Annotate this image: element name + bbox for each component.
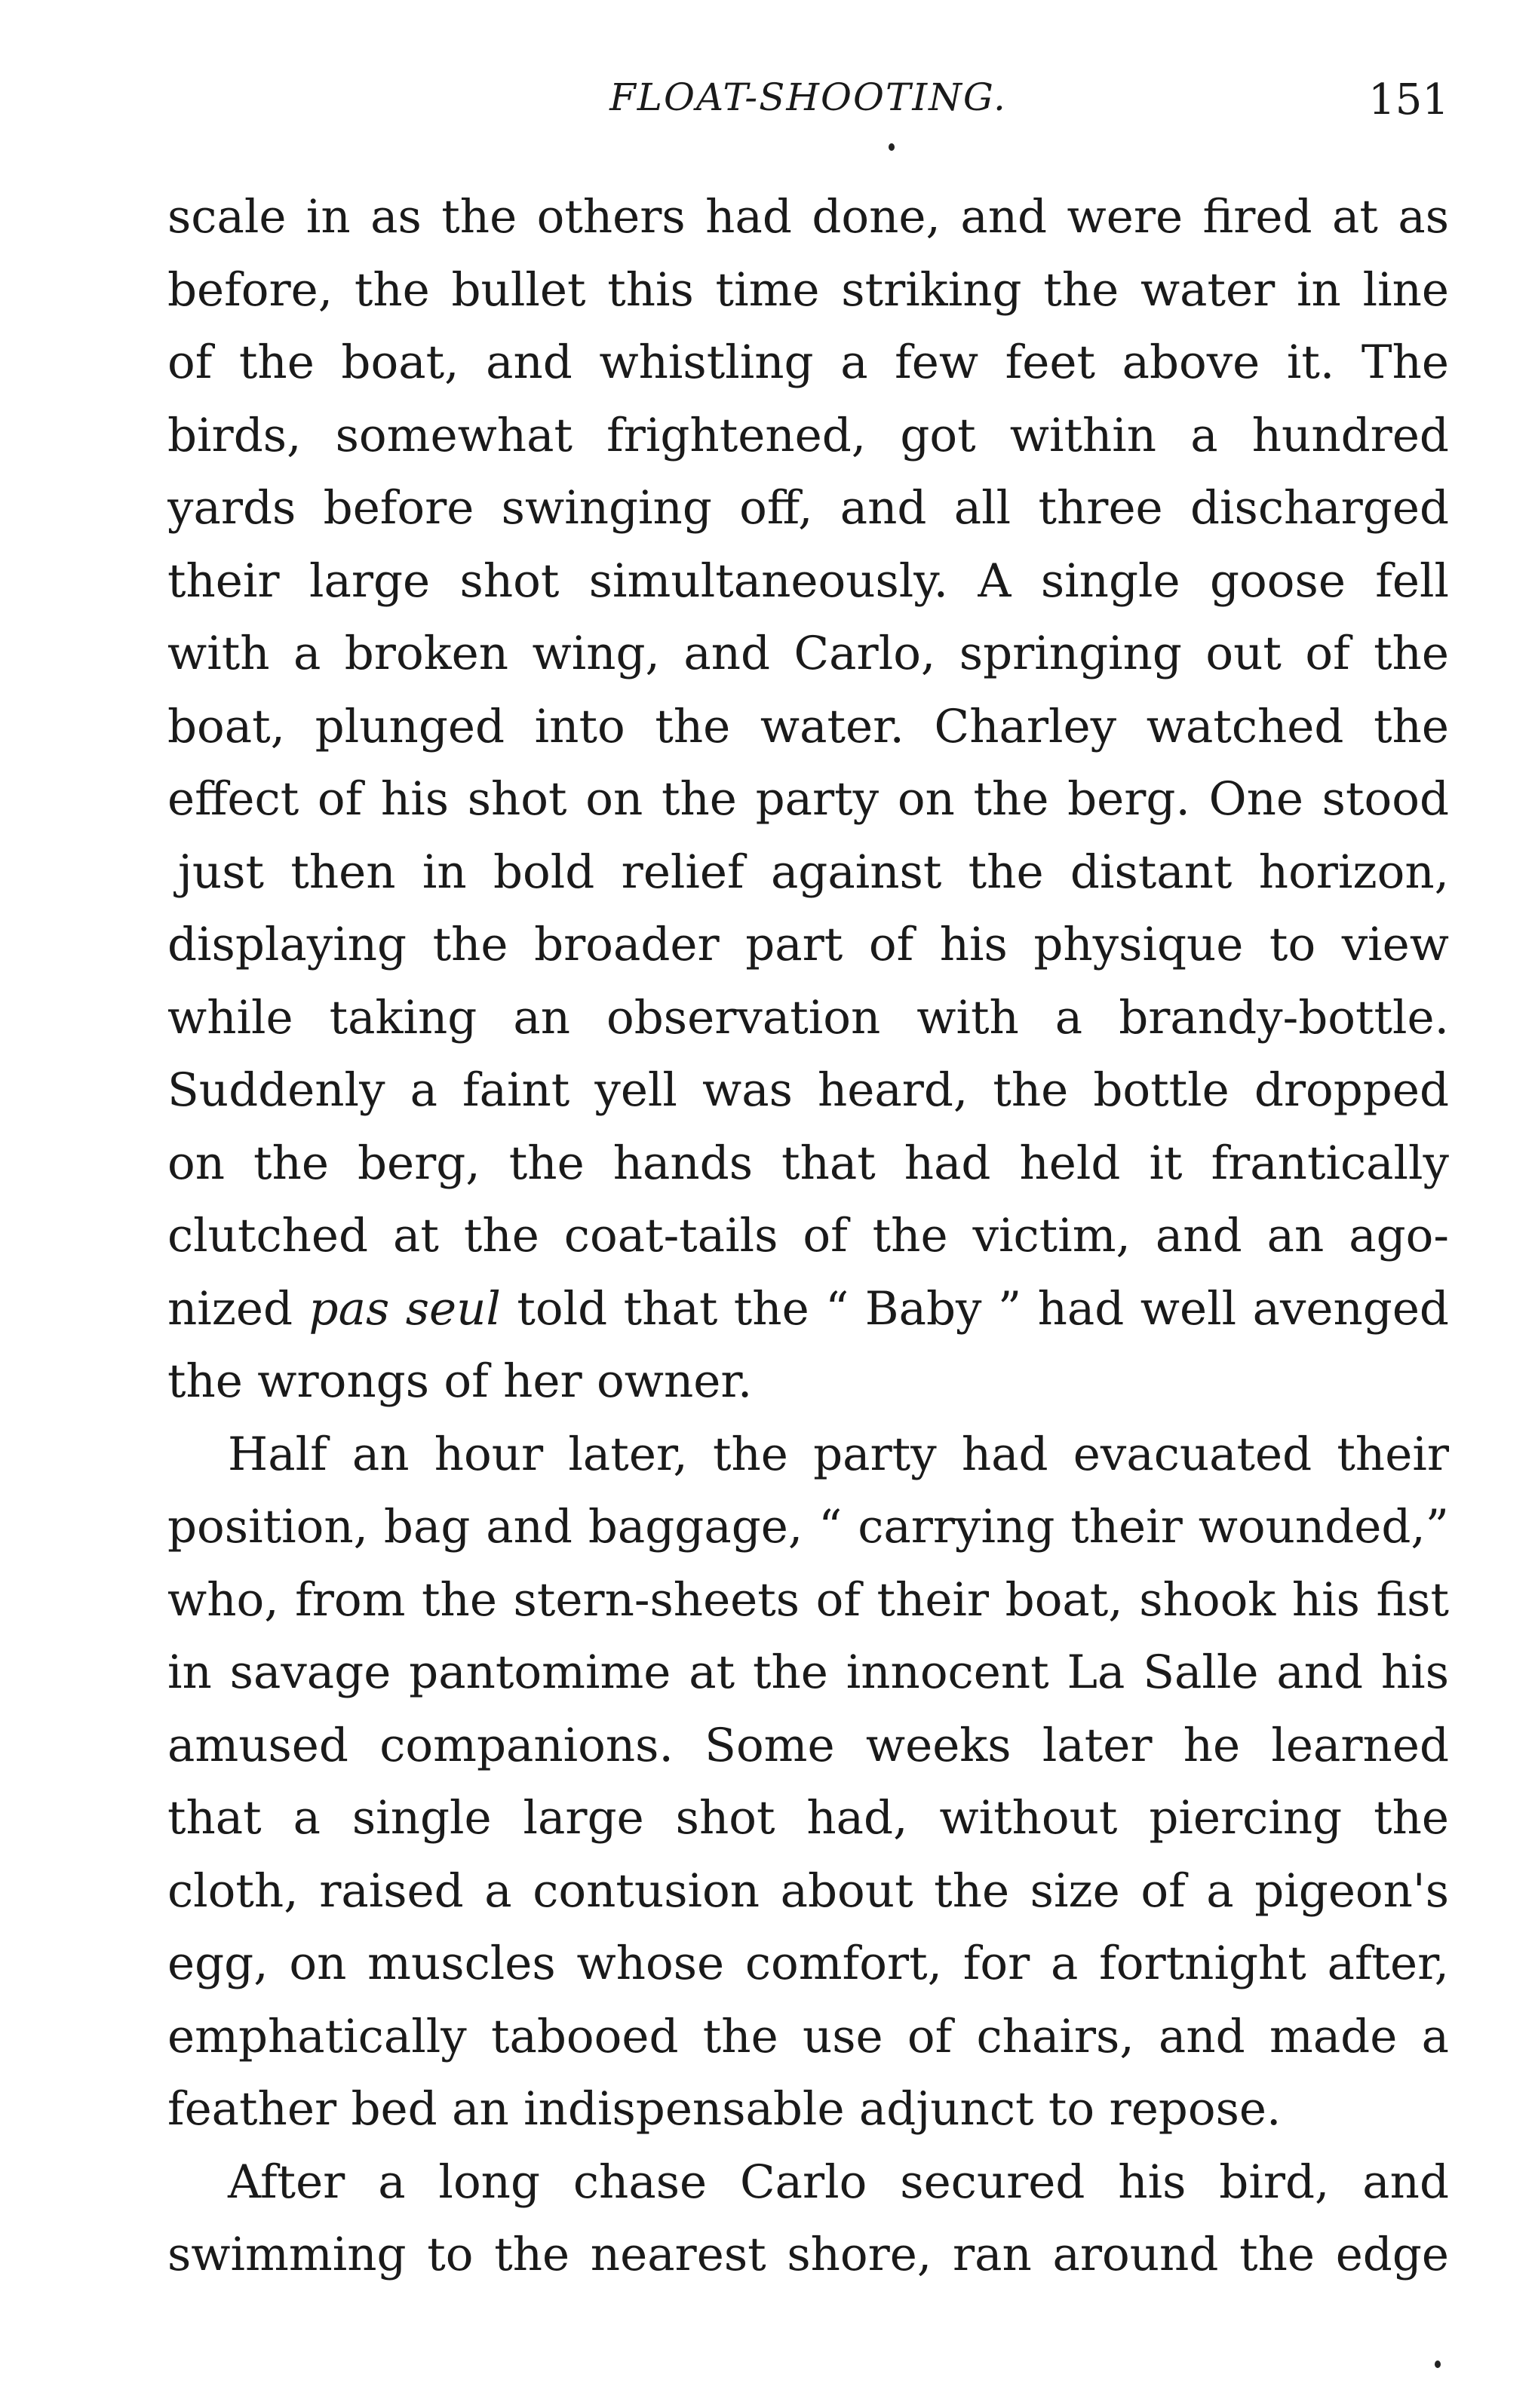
text-line: just then in bold relief against the distant horizon, [178, 845, 1449, 899]
text-line: who, from the stern-sheets of their boat, shook his fist [167, 1572, 1449, 1627]
text-line: before, the bullet this time striking the water in line [167, 262, 1449, 317]
print-speck [1435, 2360, 1441, 2368]
italic-phrase: pas seul [309, 1281, 501, 1336]
text-line: effect of his shot on the party on the berg. One stood [167, 772, 1449, 826]
text-line: Suddenly a faint yell was heard, the bottle dropped [167, 1063, 1449, 1117]
text-line: displaying the broader part of his physique to view [167, 918, 1449, 971]
text-line: birds, somewhat frightened, got within a hundred [167, 408, 1449, 462]
text-line: that a single large shot had, without piercing the [167, 1791, 1449, 1845]
paragraph-end-line: feather bed an indispensable adjunct to repose. [167, 2082, 1282, 2136]
text-line: position, bag and baggage, “ carrying their wounded,” [167, 1500, 1449, 1554]
text-line: yards before swinging off, and all three discharged [167, 481, 1449, 535]
text-segment: nized [167, 1281, 309, 1336]
paragraph-start-line: Half an hour later, the party had evacuated their [228, 1427, 1449, 1481]
text-line: while taking an observation with a brandy-bottle. [167, 990, 1449, 1044]
text-line: clutched at the coat-tails of the victim, and an ago- [167, 1209, 1449, 1262]
paragraph-start-line: After a long chase Carlo secured his bird, and [228, 2155, 1449, 2209]
text-line: of the boat, and whistling a few feet above it. The [167, 336, 1449, 389]
text-line: scale in as the others had done, and were fired at as [167, 190, 1449, 244]
text-line: with a broken wing, and Carlo, springing out of the [167, 627, 1449, 680]
text-line: amused companions. Some weeks later he learned [167, 1718, 1449, 1772]
text-segment: told that the “ Baby ” had well avenged [500, 1281, 1449, 1336]
text-line: swimming to the nearest shore, ran around the edge [167, 2228, 1449, 2281]
print-speck [889, 143, 895, 151]
text-line: boat, plunged into the water. Charley watched the [167, 699, 1449, 753]
text-line-with-italic [167, 1273, 1449, 1346]
text-line: their large shot simultaneously. A single goose fell [167, 554, 1449, 608]
text-line: cloth, raised a contusion about the size of a pigeon's [167, 1864, 1449, 1918]
text-line: emphatically tabooed the use of chairs, and made a [167, 2009, 1449, 2063]
paragraph-end-line: the wrongs of her owner. [167, 1354, 753, 1408]
running-head [167, 75, 1449, 136]
running-title: FLOAT-SHOOTING. [609, 75, 1007, 119]
text-line: on the berg, the hands that had held it frantically [167, 1136, 1449, 1190]
text-line: in savage pantomime at the innocent La Salle and his [167, 1646, 1449, 1699]
body-text [167, 181, 1449, 2292]
page-number: 151 [1368, 75, 1449, 124]
text-line: egg, on muscles whose comfort, for a fortnight after, [167, 1937, 1449, 1990]
